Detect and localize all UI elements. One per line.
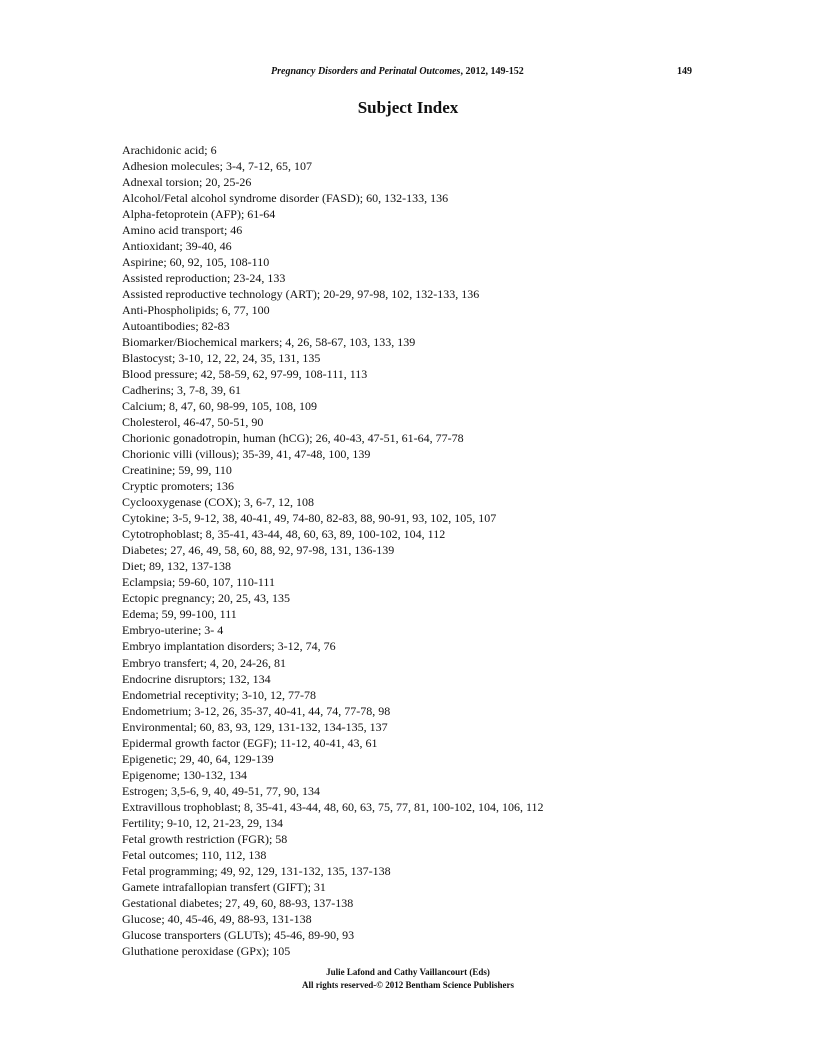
page-title: Subject Index: [357, 98, 459, 117]
index-entry: Embryo transfert; 4, 20, 24-26, 81: [122, 655, 286, 670]
index-entry: Cryptic promoters; 136: [122, 479, 234, 494]
journal-title: Pregnancy Disorders and Perinatal Outcomes: [271, 66, 461, 77]
index-entry: Adhesion molecules; 3-4, 7-12, 65, 107: [122, 159, 312, 174]
index-entry: Gluthatione peroxidase (GPx); 105: [122, 943, 291, 958]
index-entry: Autoantibodies; 82-83: [122, 319, 230, 334]
index-entry: Alpha-fetoprotein (AFP); 61-64: [122, 207, 276, 222]
index-entry: Extravillous trophoblast; 8, 35-41, 43-44, 48, 60, 63, 75, 77, 81, 100-102, 104, 106, 112: [122, 799, 544, 814]
index-entry: Calcium; 8, 47, 60, 98-99, 105, 108, 109: [122, 399, 317, 414]
index-entry: Endometrial receptivity; 3-10, 12, 77-78: [122, 687, 316, 702]
index-entry: Arachidonic acid; 6: [122, 143, 217, 157]
index-entry: Fetal outcomes; 110, 112, 138: [122, 847, 267, 862]
index-entry: Creatinine; 59, 99, 110: [122, 463, 232, 478]
index-entry: Aspirine; 60, 92, 105, 108-110: [122, 255, 270, 270]
index-entry: Estrogen; 3,5-6, 9, 40, 49-51, 77, 90, 134: [122, 783, 320, 798]
index-entry: Environmental; 60, 83, 93, 129, 131-132, 134-135, 137: [122, 719, 388, 734]
index-entry: Glucose; 40, 45-46, 49, 88-93, 131-138: [122, 911, 312, 926]
index-entry: Cyclooxygenase (COX); 3, 6-7, 12, 108: [122, 495, 314, 510]
index-entry: Embryo-uterine; 3- 4: [122, 623, 224, 638]
index-entry: Epigenetic; 29, 40, 64, 129-139: [122, 751, 274, 766]
index-entry: Chorionic gonadotropin, human (hCG); 26, 40-43, 47-51, 61-64, 77-78: [122, 431, 464, 446]
running-head: [0, 66, 816, 80]
index-entry: Fertility; 9-10, 12, 21-23, 29, 134: [122, 815, 283, 830]
index-entry: Antioxidant; 39-40, 46: [122, 239, 232, 254]
page-number: 149: [677, 66, 692, 77]
index-entry: Anti-Phospholipids; 6, 77, 100: [122, 303, 270, 318]
index-entry: Fetal programming; 49, 92, 129, 131-132, 135, 137-138: [122, 863, 391, 878]
index-entry: Diet; 89, 132, 137-138: [122, 559, 231, 574]
journal-details: , 2012, 149-152: [460, 66, 524, 77]
footer-rights: All rights reserved-© 2012 Bentham Science Publishers: [301, 980, 515, 990]
index-entry: Gamete intrafallopian transfert (GIFT); 31: [122, 879, 326, 894]
footer: [0, 966, 816, 992]
index-entry: Fetal growth restriction (FGR); 58: [122, 831, 288, 846]
index-entry: Biomarker/Biochemical markers; 4, 26, 58-67, 103, 133, 139: [122, 335, 416, 350]
index-entry: Assisted reproductive technology (ART); 20-29, 97-98, 102, 132-133, 136: [122, 287, 480, 302]
index-entry: Chorionic villi (villous); 35-39, 41, 47-48, 100, 139: [122, 447, 371, 462]
index-entry: Cadherins; 3, 7-8, 39, 61: [122, 383, 241, 398]
index-entry: Diabetes; 27, 46, 49, 58, 60, 88, 92, 97-98, 131, 136-139: [122, 543, 395, 558]
index-entry: Epigenome; 130-132, 134: [122, 767, 247, 782]
index-entry: Cholesterol, 46-47, 50-51, 90: [122, 415, 264, 430]
index-entry: Glucose transporters (GLUTs); 45-46, 89-90, 93: [122, 927, 355, 942]
index-entry: Cytokine; 3-5, 9-12, 38, 40-41, 49, 74-80, 82-83, 88, 90-91, 93, 102, 105, 107: [122, 511, 497, 526]
index-entry: Amino acid transport; 46: [122, 223, 243, 238]
index-entry: Endocrine disruptors; 132, 134: [122, 671, 271, 686]
index-entry: Eclampsia; 59-60, 107, 110-111: [122, 575, 275, 590]
footer-editors: Julie Lafond and Cathy Vaillancourt (Eds): [326, 967, 490, 977]
index-entry: Gestational diabetes; 27, 49, 60, 88-93, 137-138: [122, 895, 354, 910]
index-entry: Ectopic pregnancy; 20, 25, 43, 135: [122, 591, 290, 606]
index-entry: Embryo implantation disorders; 3-12, 74, 76: [122, 639, 336, 654]
index-entry: Blood pressure; 42, 58-59, 62, 97-99, 108-111, 113: [122, 367, 368, 382]
index-entry: Blastocyst; 3-10, 12, 22, 24, 35, 131, 135: [122, 351, 321, 366]
index-entry: Alcohol/Fetal alcohol syndrome disorder (FASD); 60, 132-133, 136: [122, 191, 449, 206]
index-entry: Endometrium; 3-12, 26, 35-37, 40-41, 44, 74, 77-78, 98: [122, 703, 391, 718]
journal-title-line: [271, 66, 524, 77]
index-entry: Edema; 59, 99-100, 111: [122, 607, 237, 622]
index-entry: Epidermal growth factor (EGF); 11-12, 40-41, 43, 61: [122, 735, 378, 750]
index-entry: Assisted reproduction; 23-24, 133: [122, 271, 286, 286]
subject-index-list: [122, 142, 544, 959]
index-entry: Adnexal torsion; 20, 25-26: [122, 175, 252, 190]
index-entry: Cytotrophoblast; 8, 35-41, 43-44, 48, 60, 63, 89, 100-102, 104, 112: [122, 527, 446, 542]
